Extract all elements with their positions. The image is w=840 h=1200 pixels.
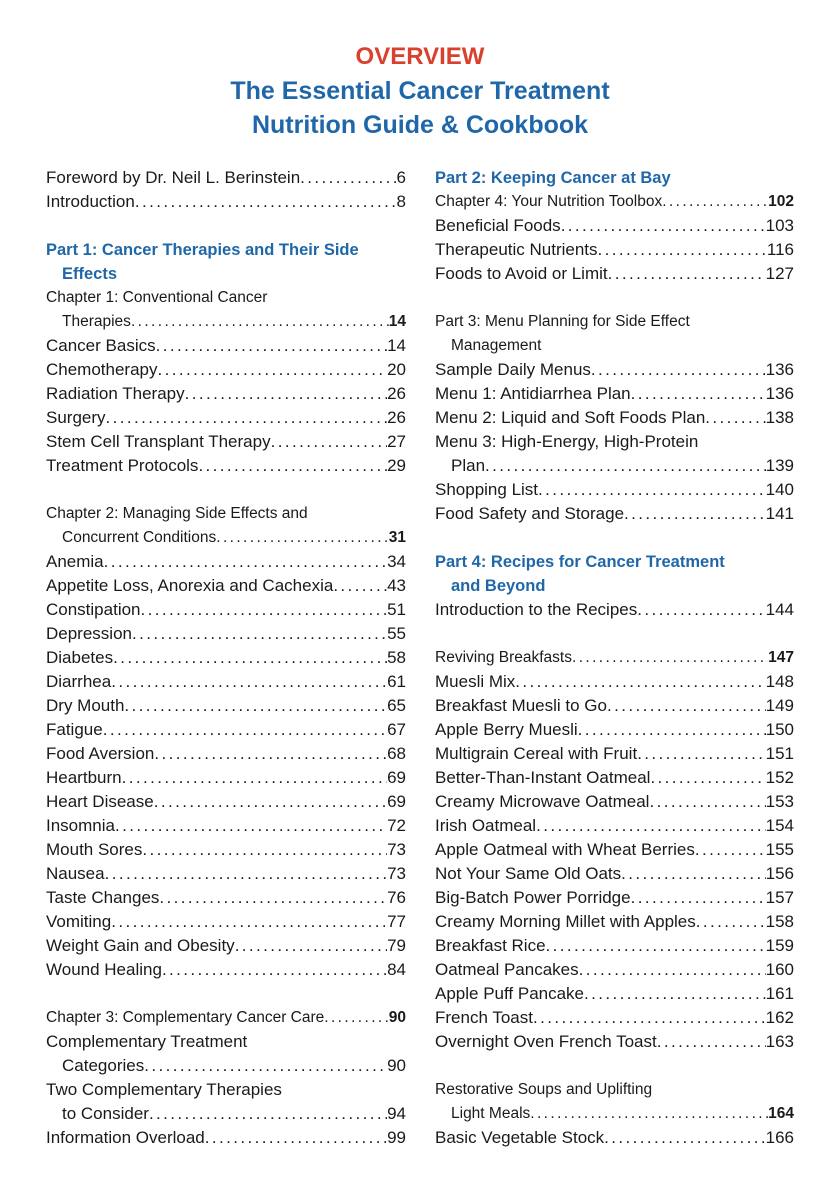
soup-list (435, 1126, 794, 1150)
toc-entry-page: 43 (387, 576, 406, 595)
toc-entry-page: 156 (765, 864, 794, 883)
toc-entry[interactable] (46, 934, 406, 958)
toc-entry-page: 61 (387, 672, 406, 691)
toc-entry-title: Breakfast Rice (435, 936, 546, 955)
toc-entry[interactable] (435, 1006, 794, 1030)
toc-entry[interactable] (435, 790, 794, 814)
toc-entry-title: Therapeutic Nutrients (435, 240, 598, 259)
toc-right-column (435, 166, 794, 1150)
toc-entry-title: Menu 2: Liquid and Soft Foods Plan (435, 408, 706, 427)
toc-entry-page: 69 (387, 792, 406, 811)
toc-entry[interactable]: Concurrent Conditions ..... 31 (46, 526, 406, 550)
toc-entry-title: Fatigue (46, 720, 103, 739)
toc-entry[interactable]: Categories ..... 90 (46, 1054, 406, 1078)
toc-entry-page: 27 (387, 432, 406, 451)
toc-entry-page: 72 (387, 816, 406, 835)
chapter-2-heading: Chapter 2: Managing Side Effects and (46, 505, 308, 522)
dot-leader (154, 790, 387, 814)
toc-entry-title: Weight Gain and Obesity (46, 936, 235, 955)
toc-entry[interactable] (46, 838, 406, 862)
toc-entry[interactable]: Information Overload ..... 99 (46, 1126, 406, 1150)
dot-leader (631, 382, 766, 406)
toc-entry-page: 159 (765, 936, 794, 955)
toc-entry-page: 26 (387, 408, 406, 427)
dot-leader (185, 382, 387, 406)
toc-entry-title: Breakfast Muesli to Go (435, 696, 607, 715)
toc-entry-page: 116 (766, 240, 794, 259)
toc-entry-page: 68 (387, 744, 406, 763)
toc-entry-title: Foreword by Dr. Neil L. Berinstein (46, 168, 301, 187)
toc-entry-title: Diabetes (46, 648, 114, 667)
toc-entry-page: 103 (765, 216, 794, 235)
toc-entry-title: Chemotherapy (46, 360, 158, 379)
toc-entry[interactable] (46, 670, 406, 694)
toc-entry-title: Food Aversion (46, 744, 155, 763)
toc-entry-title: Taste Changes (46, 888, 160, 907)
dot-leader (122, 766, 387, 790)
toc-entry-title: Sample Daily Menus (435, 360, 591, 379)
overview-heading: OVERVIEW (355, 43, 485, 70)
dot-leader (105, 862, 387, 886)
dot-leader (536, 814, 766, 838)
toc-entry[interactable] (46, 958, 406, 982)
toc-entry-page: 6 (396, 168, 406, 187)
toc-entry-title: Stem Cell Transplant Therapy (46, 432, 271, 451)
dot-leader (604, 1126, 765, 1150)
toc-entry-title: Depression (46, 624, 132, 643)
chapter-2-list (46, 550, 406, 982)
toc-entry-page: 162 (765, 1008, 794, 1027)
toc-entry[interactable] (46, 430, 406, 454)
toc-entry-line: Menu 3: High-Energy, High-Protein (435, 432, 699, 451)
toc-entry-title: Basic Vegetable Stock (435, 1128, 605, 1147)
dot-leader (533, 1006, 766, 1030)
dot-leader (156, 334, 387, 358)
toc-entry-page: 161 (765, 984, 794, 1003)
toc-entry[interactable] (46, 646, 406, 670)
toc-entry-page: 136 (765, 360, 794, 379)
toc-entry[interactable] (46, 382, 406, 406)
toc-entry-title: Not Your Same Old Oats (435, 864, 622, 883)
toc-entry-page: 127 (765, 264, 794, 283)
toc-entry[interactable]: Introduction to the Recipes ..... 144 (435, 598, 794, 622)
dot-leader (142, 838, 387, 862)
toc-entry[interactable] (46, 598, 406, 622)
toc-entry-page: 79 (387, 936, 406, 955)
toc-entry-page: 29 (387, 456, 406, 475)
dot-leader (271, 430, 388, 454)
toc-entry[interactable] (46, 334, 406, 358)
toc-entry-page: 136 (765, 384, 794, 403)
toc-entry[interactable] (46, 742, 406, 766)
toc-entry-page: 149 (765, 696, 794, 715)
toc-entry-page: 8 (396, 192, 406, 211)
toc-entry[interactable] (46, 694, 406, 718)
toc-entry[interactable] (435, 1030, 794, 1054)
part-3-list (435, 358, 794, 430)
dot-leader (696, 910, 766, 934)
toc-entry-page: 34 (387, 552, 406, 571)
toc-entry[interactable]: Light Meals ..... 164 (435, 1102, 794, 1126)
toc-entry[interactable] (435, 214, 794, 238)
toc-entry-title: Radiation Therapy (46, 384, 185, 403)
dot-leader (141, 598, 388, 622)
part-4-heading: Part 4: Recipes for Cancer Treatment and Beyond (435, 553, 725, 595)
toc-entry-title: Mouth Sores (46, 840, 143, 859)
toc-entry-title: Shopping List (435, 480, 539, 499)
part-1-heading: Part 1: Cancer Therapies and Their Side Effects (46, 241, 359, 283)
toc-entry[interactable] (435, 406, 794, 430)
toc-entry-title: Apple Puff Pancake (435, 984, 585, 1003)
toc-entry-page: 84 (387, 960, 406, 979)
chapter-3-heading[interactable]: Chapter 3: Complementary Cancer Care ..... 90 (46, 1006, 406, 1030)
toc-entry[interactable]: to Consider ..... 94 (46, 1102, 406, 1126)
toc-entry-page: 51 (387, 600, 406, 619)
front-matter-list (46, 166, 406, 214)
toc-entry[interactable] (435, 814, 794, 838)
toc-entry[interactable]: Plan ..... 139 (435, 454, 794, 478)
toc-entry[interactable] (46, 766, 406, 790)
toc-entry-title: Creamy Morning Millet with Apples (435, 912, 696, 931)
dot-leader (154, 742, 387, 766)
toc-entry-page: 155 (765, 840, 794, 859)
dot-leader (657, 1030, 766, 1054)
toc-entry[interactable] (435, 766, 794, 790)
dot-leader (132, 622, 387, 646)
toc-entry[interactable] (46, 166, 406, 190)
toc-entry-title: Food Safety and Storage (435, 504, 625, 523)
chapter-1-heading: Chapter 1: Conventional Cancer (46, 289, 268, 306)
dot-leader (546, 934, 766, 958)
toc-entry-title: Irish Oatmeal (435, 816, 537, 835)
toc-entry-title: Insomnia (46, 816, 115, 835)
dot-leader (124, 694, 387, 718)
toc-entry[interactable] (46, 622, 406, 646)
toc-entry-page: 58 (387, 648, 406, 667)
dot-leader (158, 358, 388, 382)
soups-heading: Restorative Soups and Uplifting (435, 1081, 653, 1098)
page-header (0, 40, 840, 142)
toc-entry[interactable]: Therapies ..... 14 (46, 310, 406, 334)
part-3-list-2 (435, 478, 794, 526)
toc-entry[interactable] (435, 838, 794, 862)
dot-leader (103, 718, 387, 742)
toc-entry[interactable] (435, 238, 794, 262)
toc-entry-title: Heartburn (46, 768, 122, 787)
toc-entry-page: 55 (387, 624, 406, 643)
dot-leader (235, 934, 387, 958)
toc-entry-title: Cancer Basics (46, 336, 156, 355)
dot-leader (333, 574, 387, 598)
toc-entry[interactable] (46, 814, 406, 838)
toc-entry-page: 140 (765, 480, 794, 499)
toc-entry-page: 151 (765, 744, 794, 763)
toc-entry-page: 148 (765, 672, 794, 691)
toc-entry-title: Multigrain Cereal with Fruit (435, 744, 638, 763)
dot-leader (300, 166, 396, 190)
dot-leader (111, 670, 387, 694)
toc-entry[interactable] (46, 862, 406, 886)
toc-entry[interactable] (435, 934, 794, 958)
toc-entry-page: 67 (387, 720, 406, 739)
book-title-line-1: The Essential Cancer Treatment (230, 77, 610, 105)
toc-entry-title: Beneficial Foods (435, 216, 561, 235)
toc-entry[interactable] (46, 406, 406, 430)
toc-entry-title: Muesli Mix (435, 672, 516, 691)
toc-entry[interactable] (46, 190, 406, 214)
toc-entry-title: Menu 1: Antidiarrhea Plan (435, 384, 631, 403)
toc-entry-page: 152 (765, 768, 794, 787)
toc-entry-title: Creamy Microwave Oatmeal (435, 792, 650, 811)
chapter-4-heading[interactable]: Chapter 4: Your Nutrition Toolbox ..... 102 (435, 190, 794, 214)
dot-leader (649, 790, 765, 814)
toc-entry[interactable] (46, 550, 406, 574)
dot-leader (695, 838, 766, 862)
dot-leader (598, 238, 767, 262)
toc-entry-title: Apple Oatmeal with Wheat Berries (435, 840, 695, 859)
toc-entry-title: Vomiting (46, 912, 112, 931)
dot-leader (705, 406, 765, 430)
toc-entry-page: 69 (387, 768, 406, 787)
dot-leader (608, 262, 766, 286)
dot-leader (104, 550, 387, 574)
dot-leader (106, 406, 388, 430)
toc-entry-page: 157 (765, 888, 794, 907)
toc-entry-page: 141 (765, 504, 794, 523)
toc-entry-page: 76 (387, 888, 406, 907)
toc-entry-title: Diarrhea (46, 672, 112, 691)
toc-entry[interactable] (46, 574, 406, 598)
toc-entry-page: 160 (765, 960, 794, 979)
toc-entry[interactable] (435, 502, 794, 526)
dot-leader (579, 958, 766, 982)
toc-entry[interactable] (435, 1126, 794, 1150)
dot-leader (561, 214, 766, 238)
toc-entry-page: 20 (387, 360, 406, 379)
toc-entry[interactable] (435, 718, 794, 742)
toc-entry[interactable] (46, 454, 406, 478)
toc-entry-title: French Toast (435, 1008, 533, 1027)
part-2-heading: Part 2: Keeping Cancer at Bay (435, 169, 671, 187)
toc-entry[interactable] (46, 886, 406, 910)
part-3-heading: Part 3: Menu Planning for Side Effect Management (435, 313, 690, 354)
dot-leader (115, 814, 387, 838)
toc-entry-title: Dry Mouth (46, 696, 125, 715)
toc-entry-page: 166 (765, 1128, 794, 1147)
toc-entry[interactable] (435, 886, 794, 910)
toc-entry-title: Foods to Avoid or Limit (435, 264, 608, 283)
toc-entry-page: 150 (765, 720, 794, 739)
toc-entry[interactable] (435, 862, 794, 886)
chapter-1-list (46, 334, 406, 478)
dot-leader (607, 694, 766, 718)
dot-leader (198, 454, 387, 478)
toc-entry-page: 14 (387, 336, 406, 355)
toc-entry[interactable] (435, 910, 794, 934)
toc-entry[interactable] (435, 262, 794, 286)
toc-entry[interactable] (435, 958, 794, 982)
toc-entry[interactable] (46, 790, 406, 814)
toc-entry[interactable] (435, 358, 794, 382)
toc-entry-title: Better-Than-Instant Oatmeal (435, 768, 651, 787)
toc-entry-page: 73 (387, 864, 406, 883)
toc-entry[interactable] (435, 982, 794, 1006)
toc-entry[interactable] (435, 742, 794, 766)
toc-entry-page: 158 (765, 912, 794, 931)
toc-entry-page: 153 (765, 792, 794, 811)
dot-leader (162, 958, 387, 982)
toc-entry-page: 77 (387, 912, 406, 931)
dot-leader (113, 646, 387, 670)
dot-leader (135, 190, 397, 214)
toc-entry-line: Two Complementary Therapies (46, 1080, 282, 1099)
toc-entry-page: 65 (387, 696, 406, 715)
toc-entry-title: Apple Berry Muesli (435, 720, 578, 739)
toc-entry-page: 154 (765, 816, 794, 835)
dot-leader (111, 910, 387, 934)
toc-entry-title: Surgery (46, 408, 106, 427)
toc-entry-page: 73 (387, 840, 406, 859)
dot-leader (538, 478, 766, 502)
toc-entry[interactable] (435, 694, 794, 718)
toc-entry-title: Big-Batch Power Porridge (435, 888, 631, 907)
toc-entry[interactable] (46, 358, 406, 382)
toc-entry-page: 163 (765, 1032, 794, 1051)
toc-entry-title: Wound Healing (46, 960, 162, 979)
toc-entry-title: Overnight Oven French Toast (435, 1032, 657, 1051)
toc-entry-title: Introduction (46, 192, 135, 211)
toc-entry[interactable] (435, 382, 794, 406)
dot-leader (159, 886, 387, 910)
toc-entry[interactable] (435, 478, 794, 502)
toc-entry-page: 138 (765, 408, 794, 427)
dot-leader (650, 766, 765, 790)
toc-left-column (46, 166, 406, 1150)
breakfast-list (435, 670, 794, 1054)
toc-entry-title: Treatment Protocols (46, 456, 199, 475)
toc-entry[interactable] (46, 718, 406, 742)
chapter-4-list (435, 214, 794, 286)
dot-leader (584, 982, 766, 1006)
toc-entry-page: 26 (387, 384, 406, 403)
dot-leader (578, 718, 766, 742)
dot-leader (515, 670, 765, 694)
dot-leader (591, 358, 766, 382)
dot-leader (624, 502, 766, 526)
toc-entry-line: Complementary Treatment (46, 1032, 248, 1051)
book-title-line-2: Nutrition Guide & Cookbook (251, 111, 589, 139)
dot-leader (621, 862, 765, 886)
toc-entry[interactable] (435, 670, 794, 694)
toc-entry-title: Appetite Loss, Anorexia and Cachexia (46, 576, 334, 595)
toc-entry-title: Nausea (46, 864, 105, 883)
dot-leader (631, 886, 766, 910)
toc-entry-title: Oatmeal Pancakes (435, 960, 579, 979)
toc-entry[interactable] (46, 910, 406, 934)
dot-leader (637, 742, 765, 766)
breakfasts-heading[interactable]: Reviving Breakfasts ..... 147 (435, 646, 794, 670)
toc-entry-title: Heart Disease (46, 792, 154, 811)
toc-entry-title: Constipation (46, 600, 141, 619)
toc-entry-title: Anemia (46, 552, 104, 571)
